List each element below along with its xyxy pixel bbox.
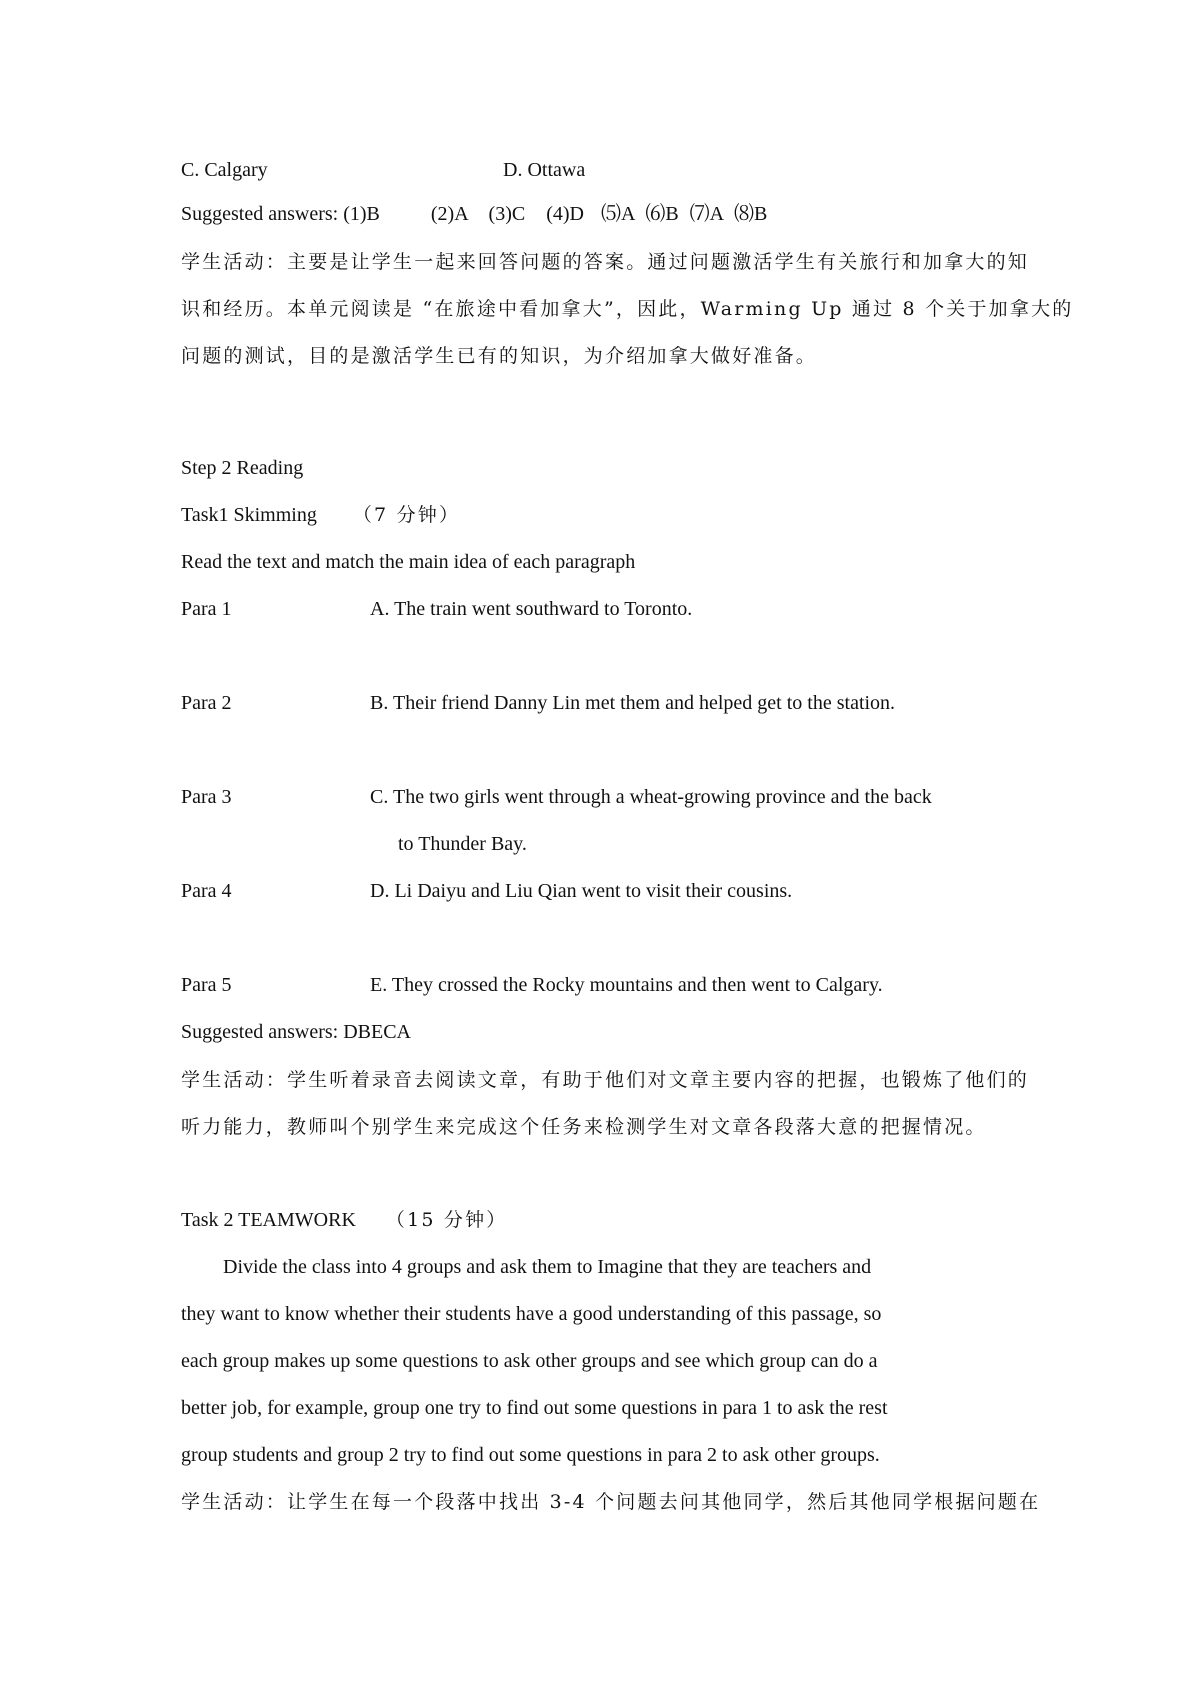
answer-item: (2)A <box>430 203 468 225</box>
para-option-continued: to Thunder Bay. <box>398 833 527 855</box>
teamwork-line-5: group students and group 2 try to find out some questions in para 2 to ask other groups. <box>181 1444 880 1466</box>
para-row <box>181 690 896 716</box>
answer-item: ⑺A <box>689 203 724 225</box>
choice-row <box>181 157 586 183</box>
teamwork-line-2: they want to know whether their students have a good understanding of this passage, so <box>181 1303 882 1325</box>
activity-note-3: 学生活动：让学生在每一个段落中找出 3-4 个问题去问其他同学，然后其他同学根据问题在 <box>181 1491 1041 1513</box>
para-option: D. Li Daiyu and Liu Qian went to visit their cousins. <box>370 880 793 902</box>
activity-note-1-line-1: 学生活动：主要是让学生一起来回答问题的答案。通过问题激活学生有关旅行和加拿大的知 <box>181 251 1030 273</box>
answer-item: (1)B <box>343 203 380 225</box>
task1-heading <box>181 502 460 528</box>
choice-c: C. Calgary <box>181 159 268 181</box>
para-option: B. Their friend Danny Lin met them and helped get to the station. <box>370 692 896 714</box>
activity-note-1-line-2: 识和经历。本单元阅读是 “在旅途中看加拿大”，因此，Warming Up 通过 8 个关于加拿大的 <box>181 298 1074 320</box>
task1-time: （7 分钟） <box>352 504 461 526</box>
choice-d: D. Ottawa <box>503 159 586 181</box>
para-option: C. The two girls went through a wheat-growing province and the back <box>370 786 932 808</box>
para-label: Para 5 <box>181 974 232 996</box>
answer-item: ⑹B <box>645 203 679 225</box>
task2-heading <box>181 1207 508 1233</box>
para-option: A. The train went southward to Toronto. <box>370 598 693 620</box>
task2-title: Task 2 TEAMWORK <box>181 1209 356 1231</box>
suggested-answers-2: Suggested answers: DBECA <box>181 1021 411 1043</box>
task2-time: （15 分钟） <box>385 1209 508 1231</box>
para-label: Para 4 <box>181 880 232 902</box>
answer-item: ⑻B <box>734 203 768 225</box>
para-row <box>181 972 883 998</box>
activity-note-2-line-2: 听力能力，教师叫个别学生来完成这个任务来检测学生对文章各段落大意的把握情况。 <box>181 1116 987 1138</box>
teamwork-line-4: better job, for example, group one try to find out some questions in para 1 to ask the rest <box>181 1397 888 1419</box>
answer-item: (4)D <box>546 203 584 225</box>
para-row <box>181 784 932 810</box>
para-label: Para 3 <box>181 786 232 808</box>
para-label: Para 2 <box>181 692 232 714</box>
activity-note-1-line-3: 问题的测试，目的是激活学生已有的知识，为介绍加拿大做好准备。 <box>181 345 818 367</box>
task1-instruction: Read the text and match the main idea of each paragraph <box>181 551 636 573</box>
answer-item: ⑸A <box>600 203 635 225</box>
para-row <box>181 878 793 904</box>
answer-item: (3)C <box>488 203 526 225</box>
para-row <box>181 596 693 622</box>
task1-title: Task1 Skimming <box>181 504 317 526</box>
teamwork-line-3: each group makes up some questions to ask other groups and see which group can do a <box>181 1350 878 1372</box>
answers-prefix: Suggested answers: <box>181 203 339 225</box>
suggested-answers-1 <box>181 201 767 227</box>
para-label: Para 1 <box>181 598 232 620</box>
teamwork-line-1: Divide the class into 4 groups and ask them to Imagine that they are teachers and <box>223 1256 872 1278</box>
step-heading: Step 2 Reading <box>181 457 304 479</box>
activity-note-2-line-1: 学生活动：学生听着录音去阅读文章，有助于他们对文章主要内容的把握，也锻炼了他们的 <box>181 1069 1030 1091</box>
para-option: E. They crossed the Rocky mountains and then went to Calgary. <box>370 974 883 996</box>
